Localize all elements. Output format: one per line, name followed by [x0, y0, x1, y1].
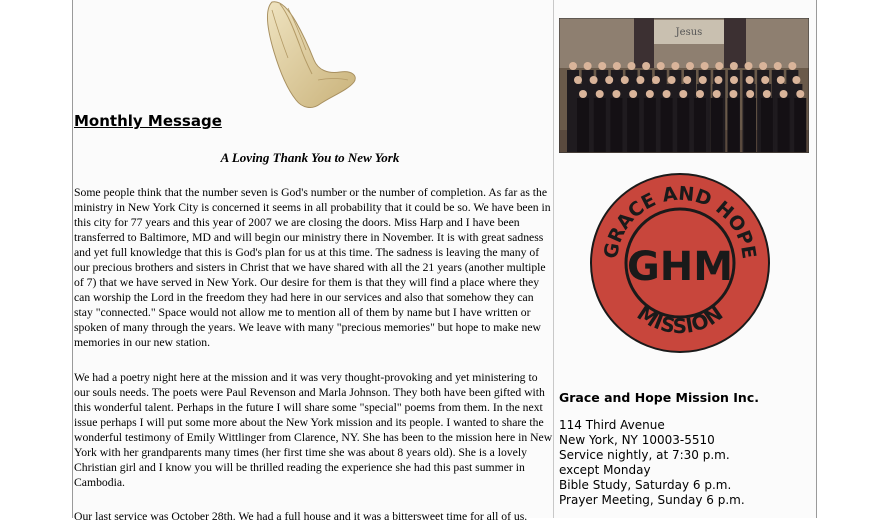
choir-member-head	[652, 76, 660, 84]
choir-member-body	[794, 98, 806, 152]
choir-member-head	[777, 76, 785, 84]
choir-member-body	[577, 98, 589, 152]
article-paragraph: Our last service was October 28th. We had a full house and it was a bittersweet time for all of us.	[74, 510, 528, 523]
choir-member-head	[605, 76, 613, 84]
seal-monogram: GHM	[626, 244, 734, 290]
choir-member-head	[729, 90, 737, 98]
choir-member-head	[796, 90, 804, 98]
choir-member-body	[594, 98, 606, 152]
choir-member-body	[610, 98, 622, 152]
choir-member-head	[629, 90, 637, 98]
service-times-line: Service nightly, at 7:30 p.m.	[559, 448, 730, 462]
choir-member-head	[788, 62, 796, 70]
choir-member-head	[714, 76, 722, 84]
article-paragraph: Some people think that the number seven is God's number or the number of completion. As far as the ministry in New York City is concerned it seems in all probability that it could be so. We have been in this city for 77 years and this year of 2007 we are closing the doors. Miss Harp and I have been transferred to Baltimore, MD and will begin our ministry there in November. It is with great sadness and yet full knowledge that this is God's plan for us at this time. The sadness is leaving the many of our precious brothers and sisters in Christ that we have shared with all the 21 years (another multiple of 7) that we have served in New York. Our desire for them is that they will find a place where they can worship the Lord in the freedom they had here in our services and also that somehow they can stay "connected." Space would not allow me to mention all of them by name but I have written or spoken of many through the years. We leave with many "precious memories" but hope to make new memories in our new station.	[74, 186, 551, 349]
choir-member-head	[636, 76, 644, 84]
choir-member-body	[778, 98, 790, 152]
choir-member-head	[763, 90, 771, 98]
address-line: 114 Third Avenue	[559, 418, 665, 432]
choir-member-head	[569, 62, 577, 70]
choir-member-head	[584, 62, 592, 70]
monthly-message-heading: Monthly Message	[74, 112, 222, 130]
choir-member-head	[745, 62, 753, 70]
choir-member-head	[668, 76, 676, 84]
choir-member-head	[730, 76, 738, 84]
grace-and-hope-seal-logo	[589, 172, 771, 354]
praying-hands-image	[258, 0, 362, 110]
photo-sign-text: Jesus	[675, 27, 703, 38]
choir-member-head	[646, 90, 654, 98]
address-line: New York, NY 10003-5510	[559, 433, 715, 447]
article-subtitle: A Loving Thank You to New York	[220, 150, 400, 165]
seal-top-text: GRACE AND HOPE	[599, 182, 761, 261]
choir-member-head	[628, 62, 636, 70]
article-paragraph: We had a poetry night here at the mission and it was very thought-provoking and yet ministering to our souls needs. The poets were Paul Revenson and Marla Johnson. They both have been gifted with this wonderful talent. Perhaps in the future I will share some "special" poems from them. In the next issue perhaps I will put some more about the New York mission and its people. I wanted to share the wonderful testimony of Emily Wittlinger from Clarence, NY. She has been to the mission here in New York with her grandparents many times (her first time she was about 8 years old). She is a lovely Christian girl and I know you will be thrilled reading the experience she had this past summer in Cambodia.	[74, 371, 553, 489]
choir-member-head	[612, 90, 620, 98]
choir-member-head	[713, 90, 721, 98]
choir-member-body	[694, 98, 706, 152]
choir-member-head	[746, 76, 754, 84]
choir-member-head	[642, 62, 650, 70]
choir-member-head	[715, 62, 723, 70]
choir-member-head	[774, 62, 782, 70]
choir-member-head	[671, 62, 679, 70]
choir-member-body	[744, 98, 756, 152]
choir-member-head	[683, 76, 691, 84]
choir-member-head	[759, 62, 767, 70]
choir-member-body	[677, 98, 689, 152]
choir-member-head	[596, 90, 604, 98]
prayer-meeting-line: Prayer Meeting, Sunday 6 p.m.	[559, 493, 745, 507]
choir-member-head	[657, 62, 665, 70]
choir-member-head	[590, 76, 598, 84]
org-name: Grace and Hope Mission Inc.	[559, 390, 759, 405]
choir-member-head	[696, 90, 704, 98]
choir-member-head	[598, 62, 606, 70]
seal-bottom-text: MISSION	[632, 300, 728, 339]
choir-member-head	[663, 90, 671, 98]
choir-member-body	[761, 98, 773, 152]
choir-member-body	[627, 98, 639, 152]
choir-member-body	[711, 98, 723, 152]
choir-member-body	[644, 98, 656, 152]
bible-study-line: Bible Study, Saturday 6 p.m.	[559, 478, 732, 492]
choir-member-head	[621, 76, 629, 84]
choir-member-head	[701, 62, 709, 70]
choir-member-head	[579, 90, 587, 98]
choir-member-head	[574, 76, 582, 84]
choir-member-head	[792, 76, 800, 84]
choir-member-head	[746, 90, 754, 98]
choir-photo	[559, 18, 809, 153]
choir-member-head	[686, 62, 694, 70]
choir-member-head	[679, 90, 687, 98]
choir-member-body	[727, 98, 739, 152]
choir-member-body	[661, 98, 673, 152]
choir-member-head	[730, 62, 738, 70]
choir-member-head	[761, 76, 769, 84]
choir-member-head	[699, 76, 707, 84]
service-times-line: except Monday	[559, 463, 651, 477]
choir-member-head	[613, 62, 621, 70]
choir-member-head	[780, 90, 788, 98]
